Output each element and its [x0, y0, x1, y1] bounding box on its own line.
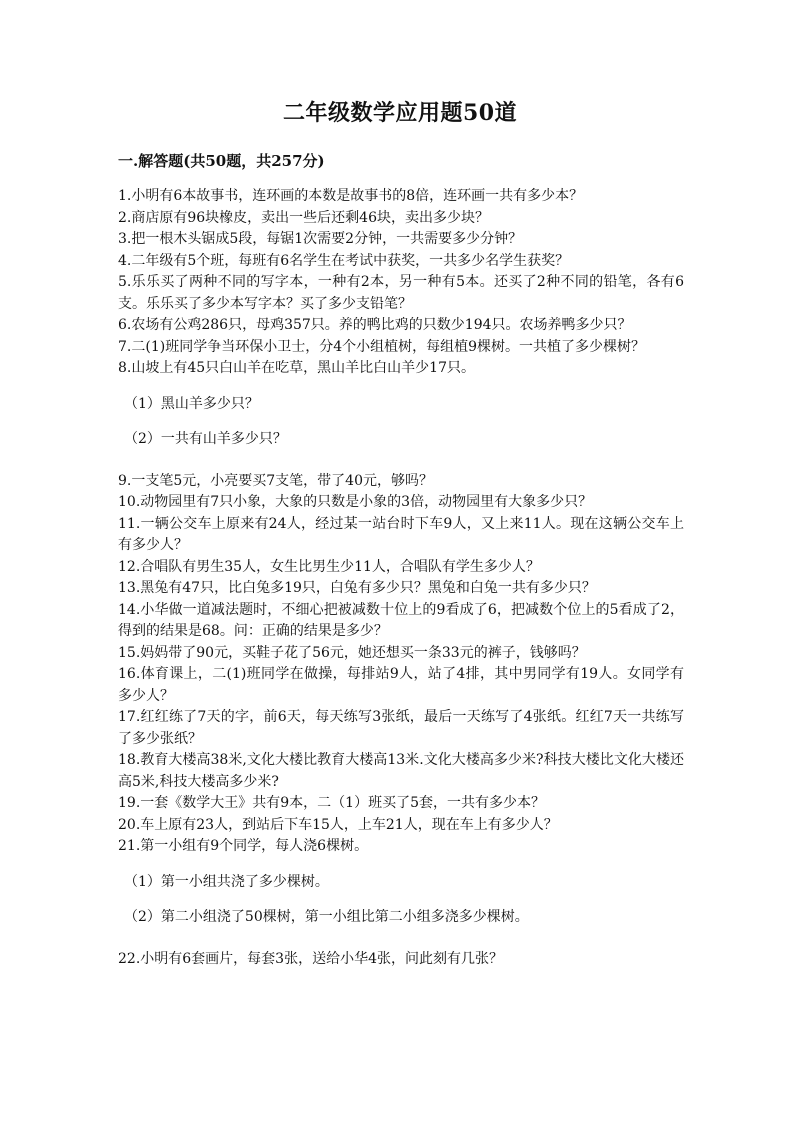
question-18: 18.教育大楼高38米,文化大楼比教育大楼高13米.文化大楼高多少米?科技大楼比文化大楼还高5米,科技大楼高多少米? [118, 752, 684, 790]
question-6: 6.农场有公鸡286只，母鸡357只。养的鸭比鸡的只数少194只。农场养鸭多少只？ [118, 317, 632, 333]
question-5: 5.乐乐买了两种不同的写字本，一种有2本，另一种有5本。还买了2种不同的铅笔，各有6支。乐乐买了多少本写字本？买了多少支铅笔？ [118, 274, 684, 312]
question-10: 10.动物园里有7只小象，大象的只数是小象的3倍，动物园里有大象多少只？ [118, 494, 593, 510]
question-21-sub-1: （1）第一小组共浇了多少棵树。 [124, 873, 329, 890]
question-2: 2.商店原有96块橡皮，卖出一些后还剩46块，卖出多少块？ [118, 209, 489, 226]
section-heading: 一.解答题(共50题，共257分) [118, 152, 325, 170]
question-21: 21.第一小组有9个同学，每人浇6棵树。 [118, 838, 369, 854]
page-title: 二年级数学应用题50道 [282, 100, 518, 126]
question-19: 19.一套《数学大王》共有9本，二（1）班买了5套，一共有多少本？ [118, 795, 545, 811]
question-4: 4.二年级有5个班，每班有6名学生在考试中获奖，一共多少名学生获奖？ [118, 252, 570, 269]
question-3: 3.把一根木头锯成5段，每锯1次需要2分钟，一共需要多少分钟？ [118, 231, 523, 247]
question-8: 8.山坡上有45只白山羊在吃草，黑山羊比白山羊少17只。 [118, 360, 475, 376]
question-22: 22.小明有6套画片，每套3张，送给小华4张，问此刻有几张？ [118, 950, 503, 967]
question-8-sub-2: （2）一共有山羊多少只？ [124, 431, 287, 447]
question-21-sub-2: （2）第二小组浇了50棵树，第一小组比第二小组多浇多少棵树。 [124, 909, 529, 925]
question-12: 12.合唱队有男生35人，女生比男生少11人，合唱队有学生多少人？ [118, 558, 540, 575]
question-list [118, 186, 684, 970]
question-11: 11.一辆公交车上原来有24人，经过某一站台时下车9人，又上来11人。现在这辆公交车上有多少人？ [118, 515, 684, 553]
question-14: 14.小华做一道减法题时，不细心把被减数十位上的9看成了6，把减数个位上的5看成了2，得到的结果是68。问：正确的结果是多少？ [118, 601, 684, 639]
question-15: 15.妈妈带了90元，买鞋子花了56元，她还想买一条33元的裤子，钱够吗？ [118, 644, 586, 661]
question-1: 1.小明有6本故事书，连环画的本数是故事书的8倍，连环画一共有多少本？ [118, 188, 584, 204]
question-8-sub-1: （1）黑山羊多少只？ [124, 395, 259, 412]
question-20: 20.车上原有23人，到站后下车15人，上车21人，现在车上有多少人？ [118, 816, 558, 833]
question-13: 13.黑兔有47只，比白兔多19只，白兔有多少只？黑兔和白兔一共有多少只？ [118, 580, 596, 596]
question-7: 7.二(1)班同学争当环保小卫士，分4个小组植树，每组植9棵树。一共植了多少棵树？ [118, 338, 646, 355]
question-17: 17.红红练了7天的字，前6天，每天练写3张纸，最后一天练写了4张纸。红红7天一共练写了多少张纸？ [118, 709, 684, 747]
question-16: 16.体育课上，二(1)班同学在做操，每排站9人，站了4排，其中男同学有19人。女同学有多少人？ [118, 666, 684, 704]
question-9: 9.一支笔5元，小亮要买7支笔，带了40元，够吗？ [118, 472, 433, 489]
